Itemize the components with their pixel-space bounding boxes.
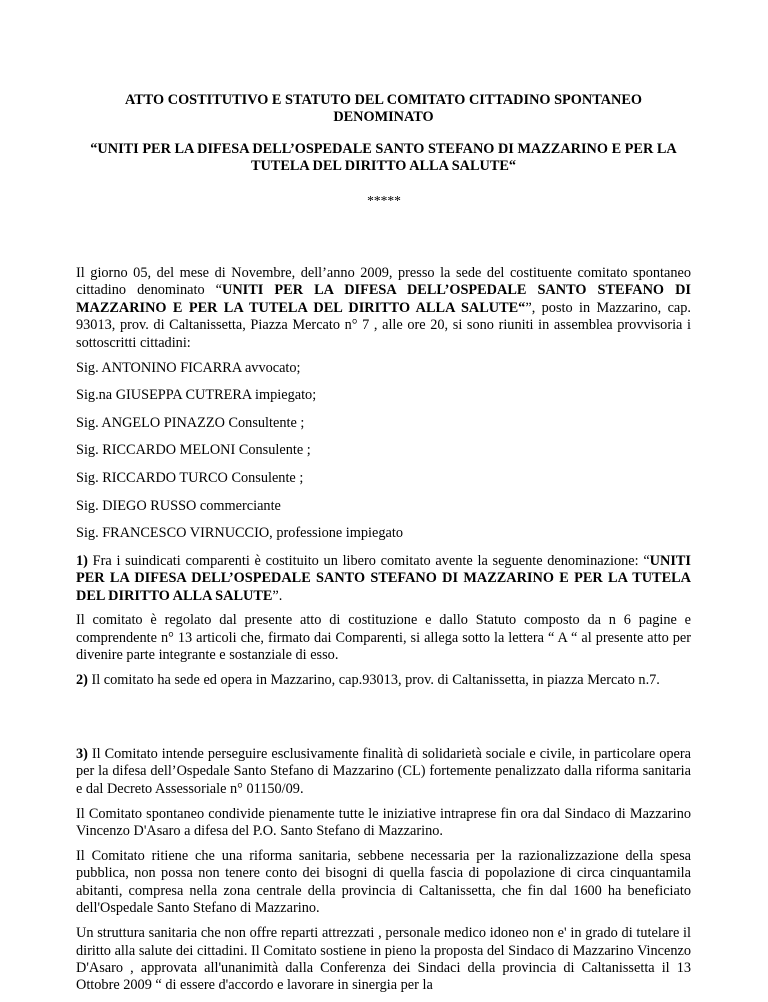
article-number: 2) bbox=[76, 672, 88, 689]
article-1 bbox=[76, 553, 691, 605]
member-item: Sig.na GIUSEPPA CUTRERA impiegato; bbox=[76, 387, 317, 404]
article-number: 3) bbox=[76, 746, 88, 763]
document-title: ATTO COSTITUTIVO E STATUTO DEL COMITATO CITTADINO SPONTANEO DENOMINATO bbox=[124, 92, 643, 125]
regulation-paragraph: Il comitato è regolato dal presente atto di costituzione e dallo Statuto composto da n 6 pagine e comprendente n° 13 articoli che, firmato dai Comparenti, si allega sotto la lettera “ A “ al presente atto per divenire parte integrante e sostanziale di esso. bbox=[76, 612, 691, 664]
article-2 bbox=[76, 672, 691, 689]
structure-paragraph: Un struttura sanitaria che non offre reparti attrezzati , personale medico idoneo non e' in grado di tutelare il diritto alla salute dei cittadini. Il Comitato sostiene in pieno la proposta del Sindaco di Mazzarino Vincenzo D'Asaro , approvata all'unanimità dalla Conferenza dei Sindaci della provincia di Caltanissetta il 13 Ottobre 2009 “ di essere d'accordo e lavorare in sinergia per la bbox=[76, 925, 691, 994]
intro-text-end: ”, posto in Mazzarino, cap. 93013, prov. di Caltanissetta, Piazza Mercato n° 7 , alle ore 20, si sono riuniti in assemblea provvisoria i sottoscritti cittadini: bbox=[76, 299, 691, 351]
member-item: Sig. DIEGO RUSSO commerciante bbox=[76, 497, 281, 514]
committee-name-heading: “UNITI PER LA DIFESA DELL’OSPEDALE SANTO STEFANO DI MAZZARINO E PER LA TUTELA DEL DIRITTO ALLA SALUTE“ bbox=[90, 141, 677, 174]
member-item: Sig. FRANCESCO VIRNUCCIO, professione impiegato bbox=[76, 525, 403, 542]
article-text-end: ”. bbox=[272, 587, 283, 604]
support-paragraph: Il Comitato spontaneo condivide pienamente tutte le iniziative intraprese fin ora dal Sindaco di Mazzarino Vincenzo D'Asaro a difesa del P.O. Santo Stefano di Mazzarino. bbox=[76, 805, 691, 840]
member-item: Sig. ANGELO PINAZZO Consultente ; bbox=[76, 414, 305, 431]
blank-space bbox=[76, 697, 691, 746]
section-separator: ***** bbox=[367, 193, 401, 208]
intro-text: Il giorno 05, del mese di Novembre, dell’anno 2009, presso la sede del costituente comitato spontaneo cittadino denominato “ bbox=[76, 265, 691, 299]
document-header bbox=[76, 92, 691, 175]
members-list bbox=[76, 360, 691, 543]
member-item: Sig. RICCARDO MELONI Consulente ; bbox=[76, 442, 311, 459]
document-body bbox=[76, 265, 691, 1002]
member-item: Sig. ANTONINO FICARRA avvocato; bbox=[76, 359, 301, 376]
article-text: Fra i suindicati comparenti è costituito un libero comitato avente la seguente denominazione: “ bbox=[87, 552, 650, 569]
article-number: 1) bbox=[76, 552, 88, 569]
member-item: Sig. RICCARDO TURCO Consulente ; bbox=[76, 469, 304, 486]
article-text: Il Comitato intende perseguire esclusivamente finalità di solidarietà sociale e civile, in particolare opera per la difesa dell’Ospedale Santo Stefano di Mazzarino (CL) fortemente penalizzato dalla riforma sanitaria e dal Decreto Assessoriale n° 01150/09. bbox=[76, 746, 691, 797]
intro-paragraph bbox=[76, 265, 691, 352]
article-committee-name: UNITI PER LA DIFESA DELL’OSPEDALE SANTO STEFANO DI MAZZARINO E PER LA TUTELA DEL DIRITTO ALLA SALUTE bbox=[76, 552, 691, 604]
intro-committee-name: UNITI PER LA DIFESA DELL’OSPEDALE SANTO STEFANO DI MAZZARINO E PER LA TUTELA DEL DIRITTO ALLA SALUTE“ bbox=[76, 282, 691, 316]
article-3 bbox=[76, 746, 691, 798]
reform-paragraph: Il Comitato ritiene che una riforma sanitaria, sebbene necessaria per la razionalizzazione della spesa pubblica, non possa non tenere conto dei bisogni di quella fascia di popolazione di circa cinquantamila abitanti, compresa nella zona centrale della provincia di Caltanissetta, che fin dal 1600 ha beneficiato dell'Ospedale Santo Stefano di Mazzarino. bbox=[76, 848, 691, 917]
article-text: Il comitato ha sede ed opera in Mazzarino, cap.93013, prov. di Caltanissetta, in piazza Mercato n.7. bbox=[87, 672, 660, 689]
